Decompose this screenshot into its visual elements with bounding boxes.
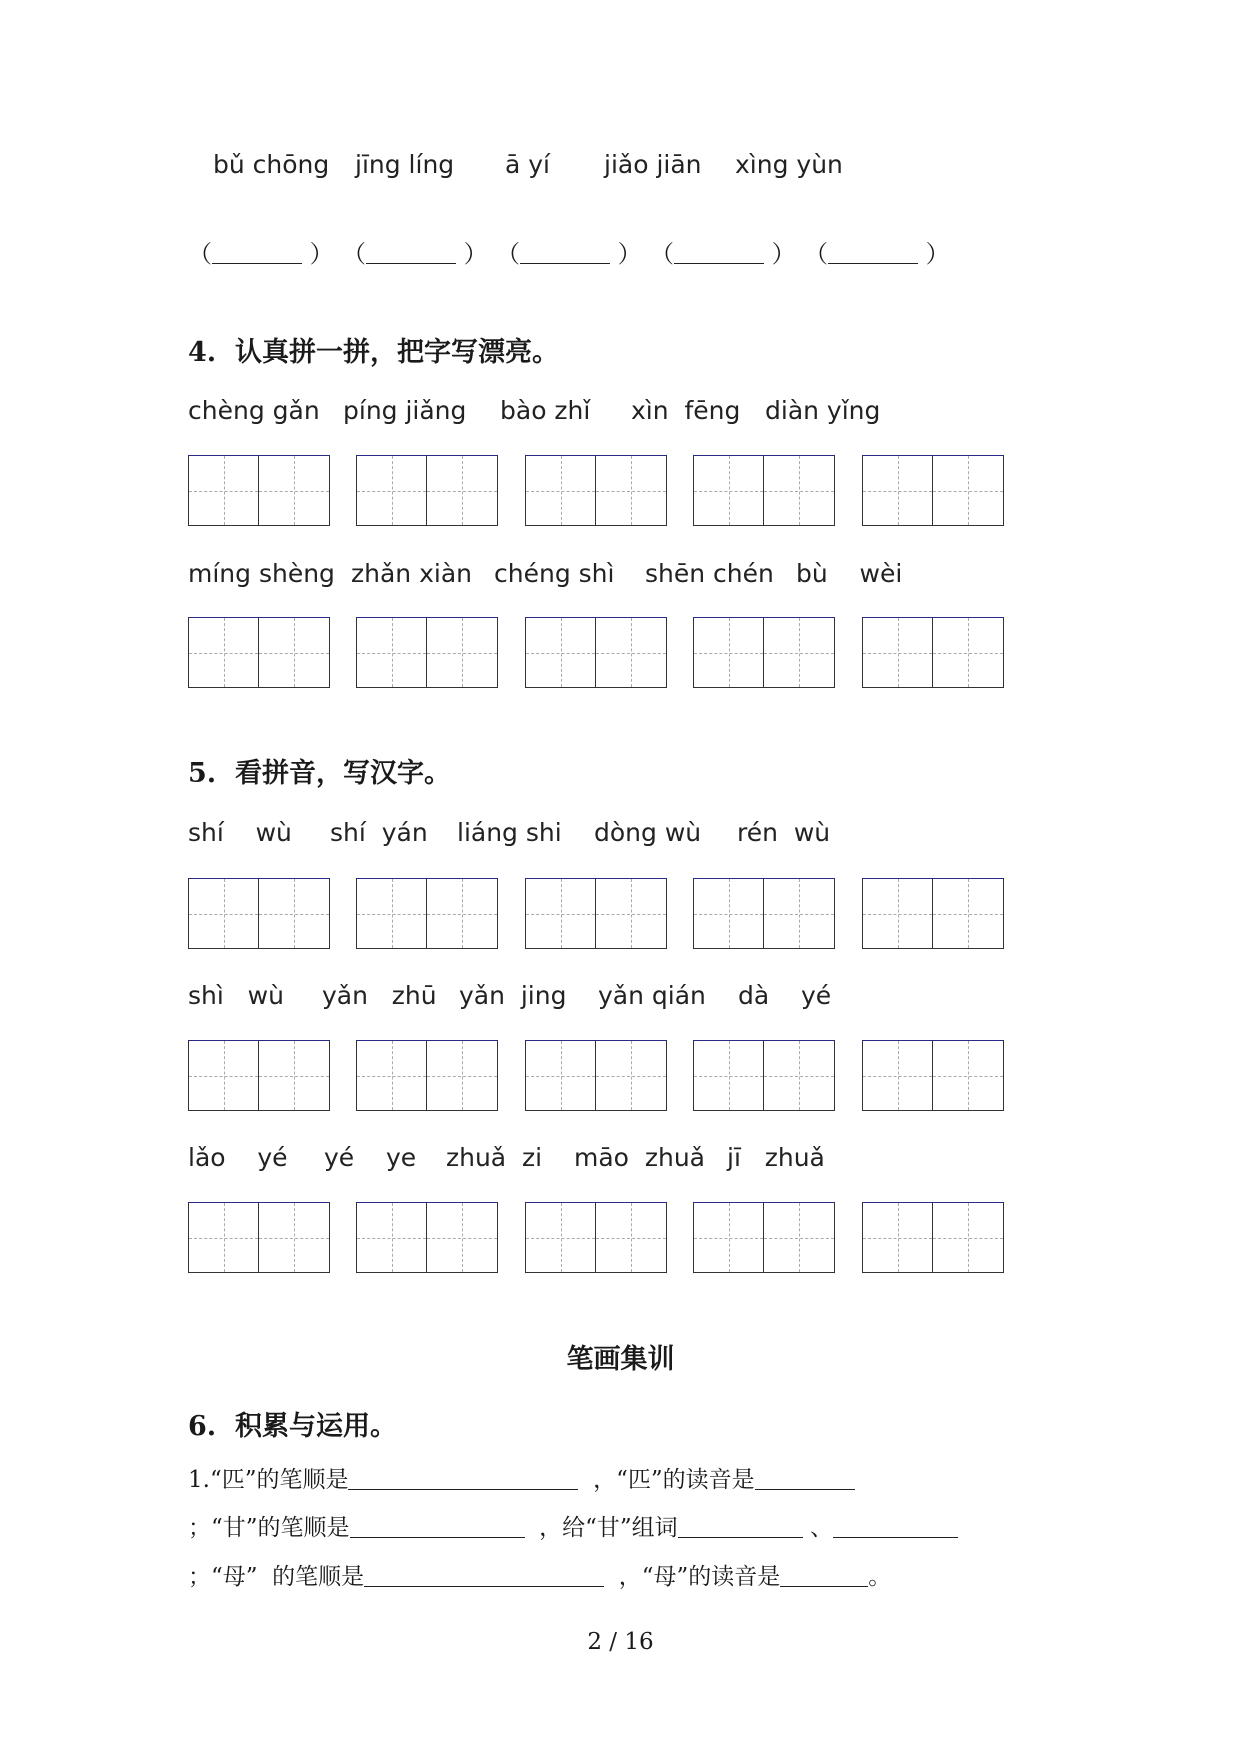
pinyin-da-ye: dà yé (738, 981, 832, 1010)
writing-box[interactable] (356, 878, 498, 949)
writing-box[interactable] (188, 1202, 330, 1273)
writing-box[interactable] (862, 1202, 1004, 1273)
pinyin-shi-yan: shí yán (330, 818, 428, 847)
pinyin-ye-ye: yé ye (324, 1143, 417, 1172)
writing-box[interactable] (693, 878, 835, 949)
writing-box[interactable] (862, 878, 1004, 949)
section-title: 笔画集训 (566, 1344, 675, 1375)
pinyin-shi-wu-2: shì wù (188, 981, 284, 1010)
writing-box[interactable] (525, 1202, 667, 1273)
writing-box[interactable] (188, 617, 330, 688)
pinyin-dian-ying: diàn yǐng (765, 396, 881, 425)
writing-box[interactable] (356, 455, 498, 526)
q6-line-3: ；“母” 的笔顺是 ，“母”的读音是 。 (188, 1564, 892, 1590)
writing-box[interactable] (525, 1040, 667, 1111)
word-blank-2[interactable] (833, 1517, 958, 1538)
writing-box[interactable] (188, 878, 330, 949)
writing-box[interactable] (188, 1040, 330, 1111)
writing-box[interactable] (693, 617, 835, 688)
pinyin-bu-chong: bǔ chōng (213, 150, 330, 179)
stroke-order-blank-2[interactable] (350, 1517, 525, 1538)
pronunciation-blank-2[interactable] (780, 1566, 868, 1587)
pinyin-shen-chen: shēn chén (645, 559, 774, 588)
pinyin-a-yi: ā yí (505, 150, 551, 179)
writing-box[interactable] (862, 1040, 1004, 1111)
pinyin-zhua-zi: zhuǎ zi (446, 1143, 543, 1172)
pronunciation-blank-1[interactable] (755, 1469, 855, 1490)
pinyin-dong-wu: dòng wù (594, 818, 702, 847)
pinyin-jiao-jian: jiǎo jiān (604, 150, 702, 179)
writing-box[interactable] (356, 1040, 498, 1111)
pinyin-ming-sheng: míng shèng (188, 559, 335, 588)
writing-box[interactable] (525, 878, 667, 949)
answer-blank-4[interactable]: （ ） (650, 240, 796, 268)
pinyin-yan-qian: yǎn qián (598, 981, 706, 1010)
stroke-order-blank-3[interactable] (364, 1566, 604, 1587)
pinyin-ping-jiang: píng jiǎng (343, 396, 467, 425)
writing-box[interactable] (525, 455, 667, 526)
page-number: 2 / 16 (587, 1629, 654, 1655)
pinyin-ren-wu: rén wù (737, 818, 831, 847)
writing-box[interactable] (525, 617, 667, 688)
q6-line-1: 1.“匹”的笔顺是 ，“匹”的读音是 (188, 1461, 855, 1494)
pinyin-mao-zhua: māo zhuǎ (574, 1143, 705, 1172)
pinyin-bao-zhi: bào zhǐ (500, 396, 591, 425)
pinyin-jing-ling: jīng líng (355, 150, 455, 179)
answer-blank-1[interactable]: （ ） (188, 240, 334, 268)
pinyin-bu-wei: bù wèi (796, 559, 903, 588)
answer-blank-3[interactable]: （ ） (496, 240, 642, 268)
pinyin-zhan-xian: zhǎn xiàn (351, 559, 472, 588)
writing-box[interactable] (693, 455, 835, 526)
answer-blank-5[interactable]: （ ） (804, 240, 950, 268)
pinyin-cheng-gan: chèng gǎn (188, 396, 320, 425)
writing-box[interactable] (693, 1202, 835, 1273)
writing-box[interactable] (188, 455, 330, 526)
pinyin-ji-zhua: jī zhuǎ (727, 1143, 825, 1172)
pinyin-yan-jing: yǎn jing (459, 981, 567, 1010)
writing-box[interactable] (862, 617, 1004, 688)
q6-title: 6. 积累与运用。 (188, 1411, 397, 1442)
pinyin-yan-zhu: yǎn zhū (322, 981, 437, 1010)
stroke-order-blank-1[interactable] (348, 1469, 578, 1490)
answer-blank-2[interactable]: （ ） (342, 240, 488, 268)
writing-box[interactable] (862, 455, 1004, 526)
q6-line-2: ；“甘”的笔顺是 ，给“甘”组词 、 (188, 1509, 958, 1542)
pinyin-shi-wu-1: shí wù (188, 818, 292, 847)
writing-box[interactable] (356, 617, 498, 688)
writing-box[interactable] (356, 1202, 498, 1273)
pinyin-liang-shi: liáng shi (457, 818, 562, 847)
pinyin-xin-feng: xìn fēng (631, 396, 741, 425)
q5-title: 5. 看拼音，写汉字。 (188, 758, 451, 789)
pinyin-cheng-shi: chéng shì (494, 559, 615, 588)
pinyin-lao-ye: lǎo yé (188, 1143, 288, 1172)
pinyin-xing-yun: xìng yùn (735, 150, 843, 179)
word-blank-1[interactable] (678, 1517, 803, 1538)
writing-box[interactable] (693, 1040, 835, 1111)
q4-title: 4. 认真拼一拼，把字写漂亮。 (188, 337, 559, 368)
